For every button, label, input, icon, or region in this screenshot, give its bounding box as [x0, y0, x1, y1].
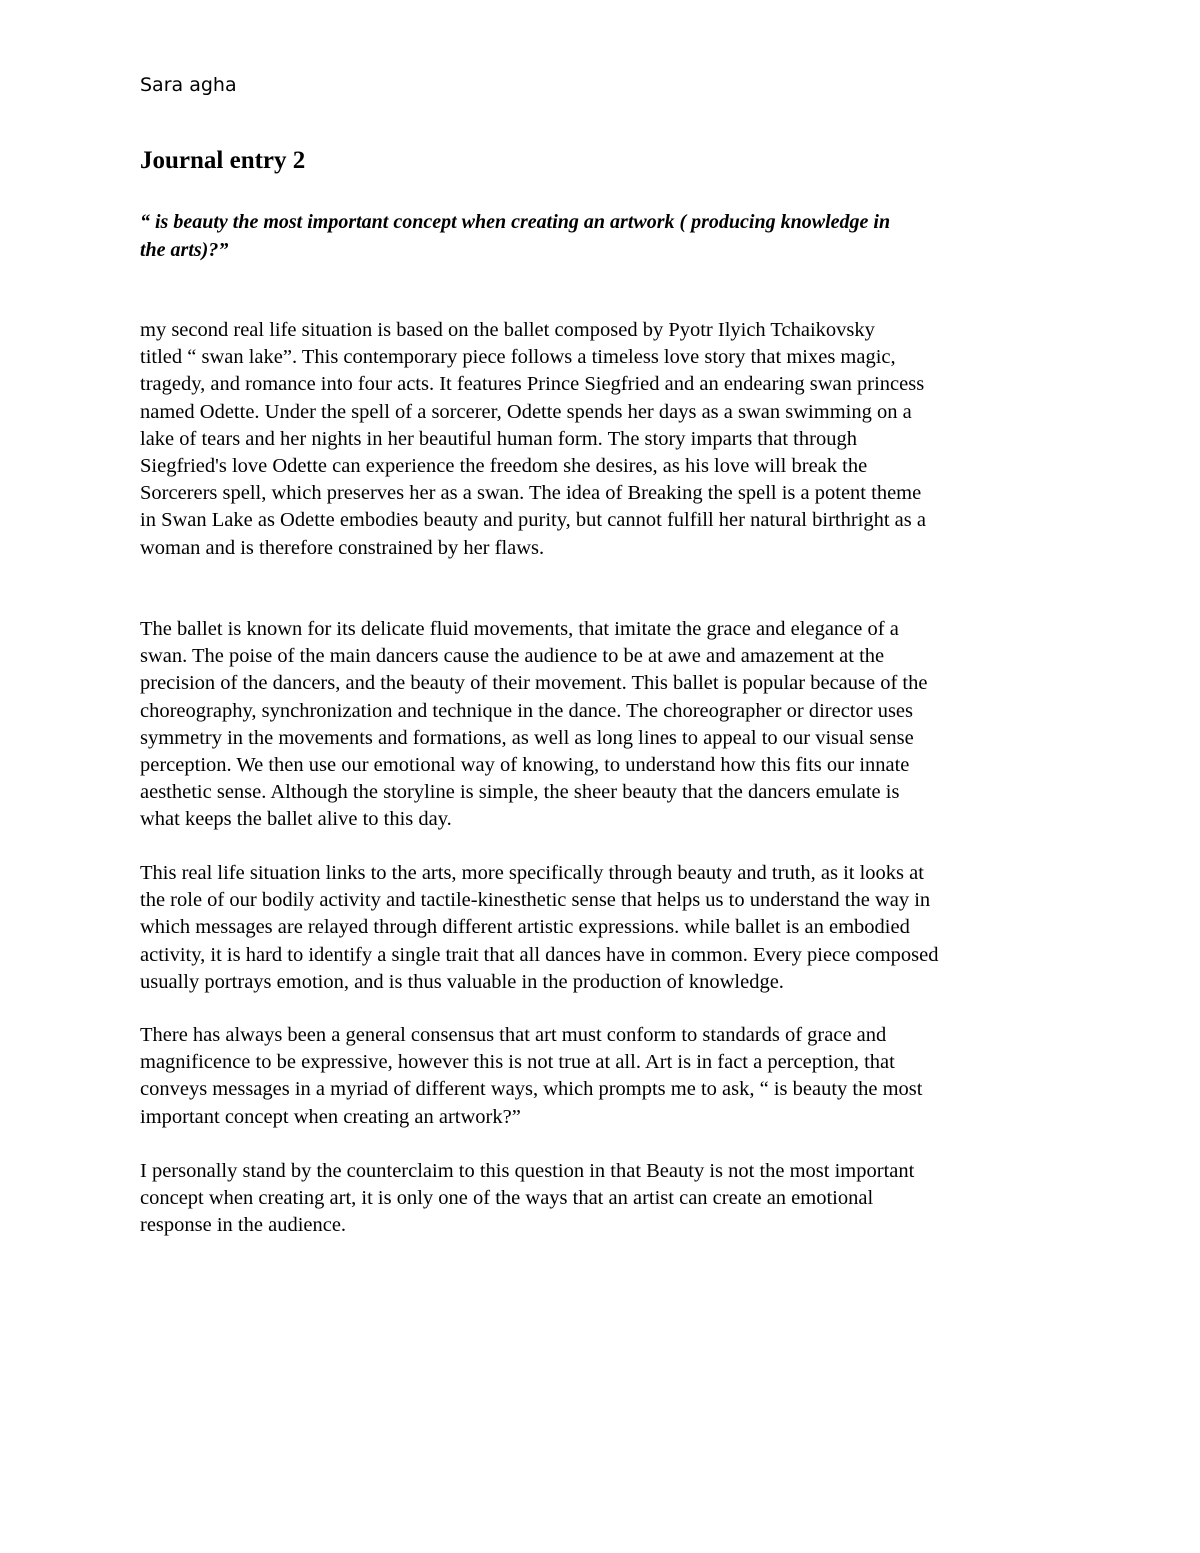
- text-line: named Odette. Under the spell of a sorcerer, Odette spends her days as a swan swimming on a: [140, 400, 912, 423]
- author-name: Sara agha: [140, 74, 237, 96]
- text-line: response in the audience.: [140, 1214, 347, 1237]
- text-line: Sorcerers spell, which preserves her as a swan. The idea of Breaking the spell is a potent theme: [140, 482, 922, 505]
- text-line: Siegfried's love Odette can experience the freedom she desires, as his love will break the: [140, 455, 868, 478]
- text-line: choreography, synchronization and technique in the dance. The choreographer or director uses: [140, 699, 914, 722]
- text-line: what keeps the ballet alive to this day.: [140, 808, 452, 831]
- text-line: There has always been a general consensus that art must conform to standards of grace and: [140, 1024, 887, 1046]
- text-line: aesthetic sense. Although the storyline is simple, the sheer beauty that the dancers emulate is: [140, 781, 900, 804]
- text-line: important concept when creating an artwork?”: [140, 1105, 521, 1128]
- text-line: activity, it is hard to identify a single trait that all dances have in common. Every piece composed: [140, 943, 939, 966]
- text-line: my second real life situation is based on the ballet composed by Pyotr Ilyich Tchaikovsky: [140, 319, 875, 341]
- text-line: conveys messages in a myriad of different ways, which prompts me to ask, “ is beauty the most: [140, 1078, 923, 1101]
- text-line: magnificence to be expressive, however this is not true at all. Art is in fact a perception, that: [140, 1051, 895, 1074]
- paragraph-ballet-movements: [140, 616, 1070, 834]
- text-line: concept when creating art, it is only one of the ways that an artist can create an emotional: [140, 1187, 874, 1210]
- paragraph-counterclaim: [140, 1158, 1070, 1240]
- text-line: which messages are relayed through different artistic expressions. while ballet is an embodied: [140, 916, 910, 939]
- text-line: I personally stand by the counterclaim to this question in that Beauty is not the most important: [140, 1160, 915, 1182]
- text-line: swan. The poise of the main dancers cause the audience to be at awe and amazement at the: [140, 645, 885, 668]
- text-line: lake of tears and her nights in her beautiful human form. The story imparts that through: [140, 427, 857, 450]
- paragraph-swan-lake-story: [140, 317, 1070, 562]
- text-line: woman and is therefore constrained by her flaws.: [140, 536, 545, 559]
- text-line: The ballet is known for its delicate fluid movements, that imitate the grace and elegance of a: [140, 618, 899, 640]
- question-line: “ is beauty the most important concept when creating an artwork ( producing knowledge in: [140, 211, 891, 233]
- text-line: perception. We then use our emotional way of knowing, to understand how this fits our innate: [140, 754, 910, 777]
- text-line: tragedy, and romance into four acts. It features Prince Siegfried and an endearing swan princess: [140, 373, 925, 396]
- text-line: This real life situation links to the arts, more specifically through beauty and truth, as it looks at: [140, 862, 924, 884]
- text-line: the role of our bodily activity and tactile-kinesthetic sense that helps us to understand the way in: [140, 889, 931, 912]
- text-line: symmetry in the movements and formations, as well as long lines to appeal to our visual sense: [140, 726, 914, 749]
- paragraph-general-consensus: [140, 1022, 1070, 1131]
- journal-title: Journal entry 2: [140, 147, 306, 174]
- text-line: precision of the dancers, and the beauty of their movement. This ballet is popular because of the: [140, 672, 928, 695]
- text-line: titled “ swan lake”. This contemporary piece follows a timeless love story that mixes magic,: [140, 346, 896, 369]
- guiding-question: [140, 208, 1060, 264]
- paragraph-arts-link: [140, 860, 1070, 996]
- text-line: usually portrays emotion, and is thus valuable in the production of knowledge.: [140, 970, 784, 993]
- text-line: in Swan Lake as Odette embodies beauty and purity, but cannot fulfill her natural birthright as a: [140, 509, 926, 532]
- question-line: the arts)?”: [140, 239, 229, 261]
